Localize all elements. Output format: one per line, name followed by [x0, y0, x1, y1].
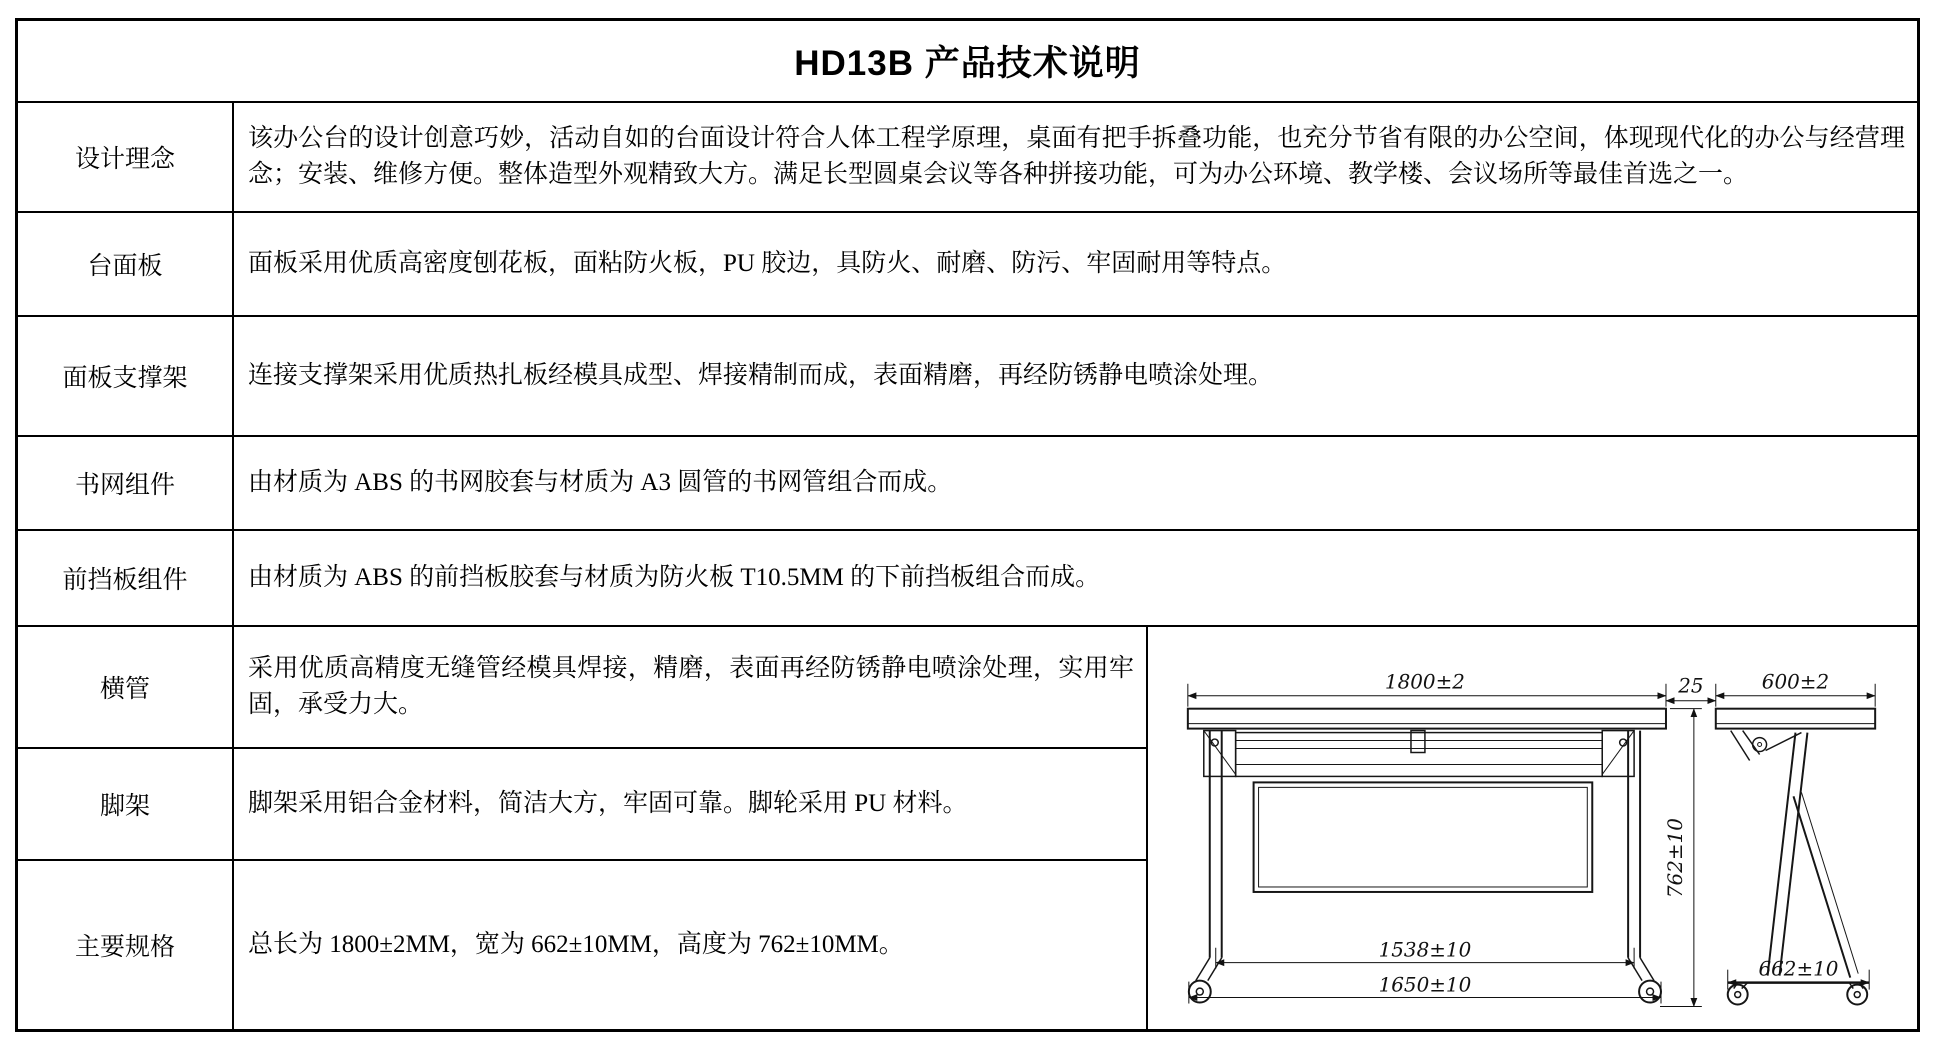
row-text-content: 面板采用优质高密度刨花板，面粘防火板，PU 胶边，具防火、耐磨、防污、牢固耐用等特点。: [248, 250, 1287, 277]
dim-outer-width-label: 1650±10: [1378, 973, 1472, 997]
row-text-panel-support-frame: [234, 317, 1917, 435]
dim-height-label: 762±10: [1663, 818, 1687, 899]
bottom-section: [18, 625, 1917, 1029]
row-text-front-baffle-assembly: [234, 531, 1917, 625]
row-label-cross-tube: 横管: [18, 627, 234, 747]
row-text-book-net-assembly: [234, 437, 1917, 529]
table-row-front-baffle-assembly: [18, 529, 1917, 625]
row-text-cross-tube: [234, 627, 1146, 747]
row-text-content: 由材质为 ABS 的书网胶套与材质为 A3 圆管的书网管组合而成。: [248, 469, 953, 496]
table-row-panel-support-frame: [18, 315, 1917, 435]
dim-inner-width-label: 1538±10: [1378, 938, 1472, 962]
bottom-text-rows: [18, 627, 1148, 1029]
row-text-content: 总长为 1800±2MM，宽为 662±10MM，高度为 762±10MM。: [248, 931, 904, 959]
row-label-tabletop-panel: 台面板: [18, 213, 234, 315]
row-label-design-concept: 设计理念: [18, 103, 234, 211]
row-text-tabletop-panel: [234, 213, 1917, 315]
row-text-content: 该办公台的设计创意巧妙，活动自如的台面设计符合人体工程学原理，桌面有把手拆叠功能，也充分节省有限的办公空间，体现现代化的办公与经营理念；安装、维修方便。整体造型外观精致大方。满足长型圆桌会议等各种拼接功能，可为办公环境、教学楼、会议场所等最佳首选之一。: [248, 125, 1905, 188]
row-text-design-concept: [234, 103, 1917, 211]
spec-table: [15, 18, 1920, 1032]
table-row-cross-tube: [18, 627, 1146, 747]
row-text-main-specifications: [234, 861, 1146, 1029]
table-row-book-net-assembly: [18, 435, 1917, 529]
row-text-content: 由材质为 ABS 的前挡板胶套与材质为防火板 T10.5MM 的下前挡板组合而成。: [248, 564, 1101, 591]
dim-side-width-label: 600±2: [1761, 670, 1830, 694]
page-title: HD13B 产品技术说明: [794, 44, 1141, 83]
row-label-book-net-assembly: 书网组件: [18, 437, 234, 529]
row-label-front-baffle-assembly: 前挡板组件: [18, 531, 234, 625]
row-text-leg-frame: [234, 749, 1146, 859]
row-text-content: 采用优质高精度无缝管经模具焊接，精磨，表面再经防锈静电喷涂处理，实用牢固，承受力大。: [248, 655, 1134, 718]
dim-front-width-label: 1800±2: [1384, 670, 1465, 694]
dim-side-depth-label: 662±10: [1758, 957, 1839, 981]
row-label-main-specifications: 主要规格: [18, 861, 234, 1029]
dim-gap-label: 25: [1678, 674, 1704, 698]
dimension-drawing: [1148, 627, 1917, 1029]
table-row-leg-frame: [18, 747, 1146, 859]
row-text-content: 连接支撑架采用优质热扎板经模具成型、焊接精制而成，表面精磨，再经防锈静电喷涂处理。: [248, 362, 1274, 389]
table-row-tabletop-panel: [18, 211, 1917, 315]
dimension-labels: [1379, 671, 1839, 997]
row-label-panel-support-frame: 面板支撑架: [18, 317, 234, 435]
row-label-leg-frame: 脚架: [18, 749, 234, 859]
table-row-main-specifications: [18, 859, 1146, 1029]
dimension-drawing-cell: [1148, 627, 1917, 1029]
table-row-design-concept: [18, 101, 1917, 211]
row-text-content: 脚架采用铝合金材料，简洁大方，牢固可靠。脚轮采用 PU 材料。: [248, 790, 968, 817]
